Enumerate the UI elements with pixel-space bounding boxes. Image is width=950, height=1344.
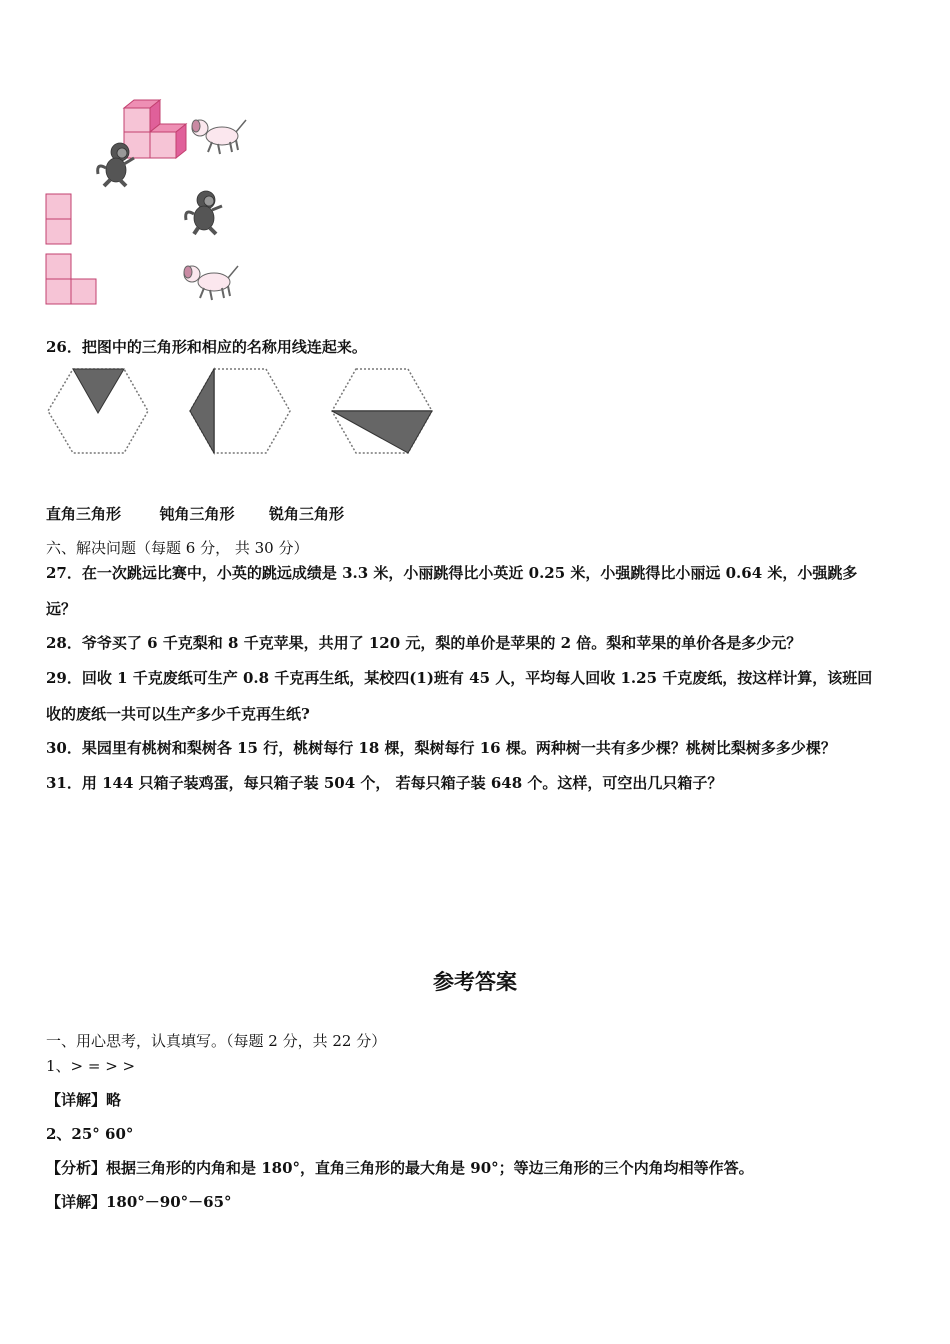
question-31: 31．用 144 只箱子装鸡蛋，每只箱子装 504 个， 若每只箱子装 648 个。这样，可空出几只箱子？ xyxy=(46,774,723,792)
question-27-line1: 27．在一次跳远比赛中，小英的跳远成绩是 3.3 米，小丽跳得比小英近 0.25 米，小强跳得比小丽远 0.64 米，小强跳多 xyxy=(46,564,858,582)
question-27-line2: 远？ xyxy=(46,600,77,618)
monkey-option-icon xyxy=(186,191,222,234)
answer-2-detail: 【详解】180°－90°－65° xyxy=(46,1193,232,1211)
cube-stack xyxy=(124,100,186,158)
view-l-shape xyxy=(46,254,96,304)
answer-2: 2、25° 60° xyxy=(46,1125,134,1143)
question-28: 28．爷爷买了 6 千克梨和 8 千克苹果，共用了 120 元，梨的单价是苹果的 2 倍。梨和苹果的单价各是多少元？ xyxy=(46,634,802,652)
dog-option-icon xyxy=(184,266,238,300)
name-right-triangle: 直角三角形 xyxy=(46,505,122,523)
cube-figure xyxy=(0,0,950,320)
dog-icon xyxy=(192,120,246,154)
question-30: 30．果园里有桃树和梨树各 15 行，桃树每行 18 棵，梨树每行 16 棵。两种树一共有多少棵？桃树比梨树多多少棵？ xyxy=(46,739,836,757)
answers-title: 参考答案 xyxy=(433,970,517,994)
name-obtuse-triangle: 钝角三角形 xyxy=(159,505,235,523)
view-vertical-two xyxy=(46,194,71,244)
question-29-line2: 收的废纸一共可以生产多少千克再生纸? xyxy=(46,705,310,723)
triangle-names xyxy=(46,503,344,524)
answer-1-detail: 【详解】略 xyxy=(46,1091,122,1109)
answer-2-analysis: 【分析】根据三角形的内角和是 180°，直角三角形的最大角是 90°；等边三角形的三个内角均相等作答。 xyxy=(46,1159,754,1177)
answers-section1: 一、用心思考，认真填写。（每题 2 分，共 22 分） xyxy=(46,1032,387,1050)
hexagon-right xyxy=(332,369,432,453)
question-29-line1: 29．回收 1 千克废纸可生产 0.8 千克再生纸，某校四(1)班有 45 人，平均每人回收 1.25 千克废纸，按这样计算，该班回 xyxy=(46,669,873,687)
hexagon-figures xyxy=(0,365,950,475)
question-26: 26．把图中的三角形和相应的名称用线连起来。 xyxy=(46,338,367,356)
answer-1: 1、> = > > xyxy=(46,1057,136,1075)
hexagon-acute xyxy=(48,369,148,453)
section6-header: 六、解决问题（每题 6 分， 共 30 分） xyxy=(46,539,309,557)
monkey-icon xyxy=(98,143,134,186)
name-acute-triangle: 锐角三角形 xyxy=(268,505,344,523)
hexagon-obtuse xyxy=(190,369,290,453)
